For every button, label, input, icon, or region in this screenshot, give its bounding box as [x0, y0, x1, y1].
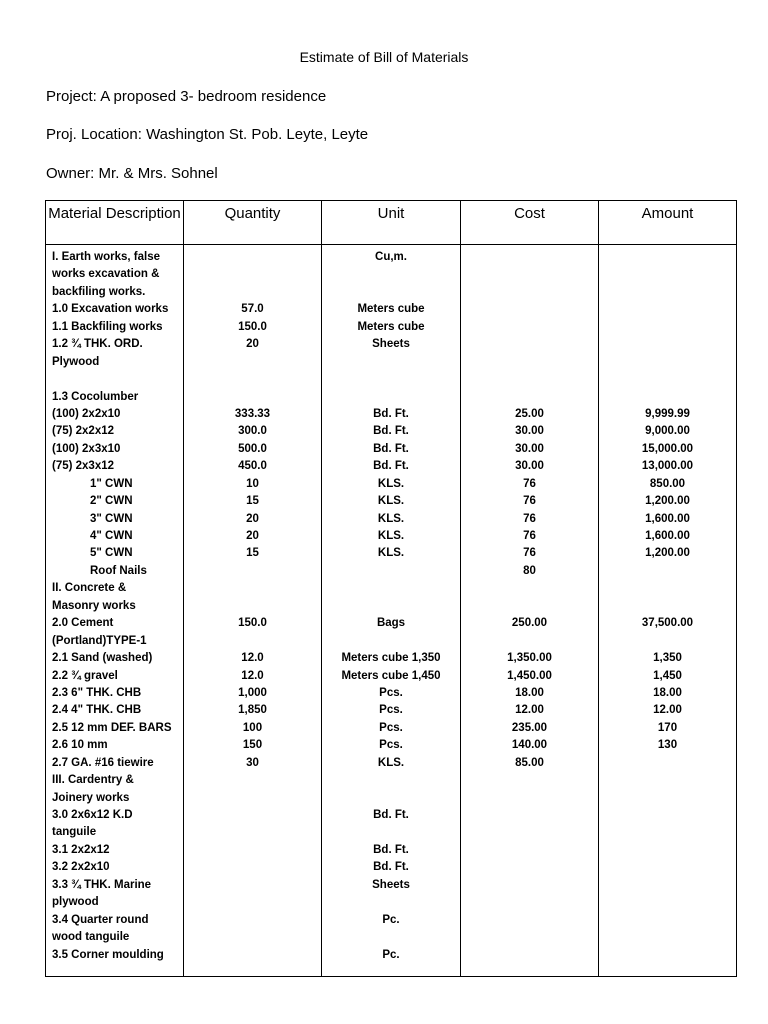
amount-cell: 1,200.00	[645, 495, 690, 508]
unit-cell: Meters cube 1,450	[341, 669, 441, 682]
description-line: 2" CWN	[90, 495, 133, 508]
amount-cell	[599, 354, 736, 371]
amount-cell	[599, 807, 736, 824]
quantity-cell: 12.0	[241, 669, 264, 682]
unit-cell: Sheets	[372, 338, 410, 351]
quantity-cell: 20	[246, 530, 259, 542]
description-line: 2.4 4" THK. CHB	[52, 704, 142, 717]
unit-cell: KLS.	[377, 495, 405, 508]
location-label: Proj. Location:	[46, 126, 142, 143]
description-line: 1.1 Backfiling works	[52, 320, 163, 333]
description-line: 3.4 Quarter round	[52, 913, 149, 926]
header-material-description: Material Description	[46, 201, 184, 245]
unit-cell	[322, 894, 460, 911]
amount-cell	[599, 389, 736, 406]
unit-cell	[322, 633, 460, 650]
cost-cell: 76	[523, 547, 536, 560]
unit-cell	[322, 790, 460, 807]
cost-cell: 85.00	[515, 756, 544, 769]
description-line: 3.1 2x2x12	[52, 843, 110, 856]
quantity-cell: 150.0	[238, 320, 267, 333]
header-cost: Cost	[461, 201, 599, 245]
amount-cell: 1,450	[653, 669, 682, 682]
unit-cell	[322, 389, 460, 406]
cost-cell	[461, 894, 598, 911]
cost-cell	[461, 266, 598, 283]
description-line: wood tanguile	[52, 931, 130, 944]
amount-cell: 13,000.00	[641, 460, 694, 473]
description-line: (75) 2x2x12	[52, 425, 115, 438]
quantity-cell	[184, 790, 321, 807]
quantity-cell: 333.33	[234, 407, 271, 420]
cost-cell: 30.00	[515, 460, 544, 473]
cost-cell	[461, 929, 598, 946]
cost-cell: 1,350.00	[507, 652, 552, 665]
description-line: works excavation &	[52, 268, 160, 281]
description-column	[46, 245, 184, 977]
quantity-cell	[184, 389, 321, 406]
header-unit: Unit	[322, 201, 461, 245]
quantity-cell: 12.0	[241, 652, 264, 665]
cost-cell	[461, 580, 598, 597]
quantity-cell	[184, 807, 321, 824]
amount-cell: 1,600.00	[645, 512, 690, 525]
amount-cell: 18.00	[653, 686, 682, 699]
cost-cell	[461, 598, 598, 615]
cost-cell	[461, 249, 598, 266]
unit-cell: KLS.	[377, 512, 405, 525]
quantity-cell	[184, 947, 321, 964]
cost-cell	[461, 301, 598, 318]
description-line: 3.2 2x2x10	[52, 861, 110, 874]
description-line: III. Cardentry &	[52, 774, 134, 787]
description-line: 1.0 Excavation works	[52, 303, 169, 316]
unit-cell	[322, 598, 460, 615]
cost-cell	[461, 859, 598, 876]
header-amount: Amount	[599, 201, 737, 245]
amount-cell: 850.00	[649, 477, 686, 490]
amount-cell: 170	[657, 721, 678, 734]
description-line: 4" CWN	[90, 530, 133, 542]
quantity-cell	[184, 580, 321, 597]
quantity-cell	[184, 598, 321, 615]
description-line: 3.3 ¾ THK. Marine	[52, 878, 152, 891]
unit-cell: Pcs.	[379, 704, 403, 717]
owner-value: Mr. & Mrs. Sohnel	[98, 165, 218, 182]
header-quantity: Quantity	[184, 201, 322, 245]
quantity-cell: 150	[242, 739, 263, 752]
description-line: 2.0 Cement	[52, 617, 114, 630]
location-value: Washington St. Pob. Leyte, Leyte	[146, 126, 369, 143]
description-line: Joinery works	[52, 791, 130, 804]
unit-cell	[322, 563, 460, 580]
quantity-cell	[184, 354, 321, 371]
cost-cell: 235.00	[511, 721, 548, 734]
cost-cell	[461, 354, 598, 371]
amount-cell	[599, 824, 736, 841]
description-line: Roof Nails	[90, 564, 147, 577]
quantity-cell: 30	[246, 756, 259, 769]
description-line: (Portland)TYPE-1	[52, 634, 147, 647]
quantity-cell	[184, 772, 321, 789]
description-line: 5" CWN	[90, 547, 133, 560]
description-line: 3.5 Corner moulding	[52, 948, 164, 961]
quantity-cell: 450.0	[238, 460, 267, 473]
cost-cell: 250.00	[511, 617, 548, 630]
amount-cell: 9,999.99	[645, 407, 690, 420]
unit-cell: Bags	[376, 617, 406, 630]
cost-cell	[461, 824, 598, 841]
cost-column	[461, 245, 599, 977]
unit-cell: KLS.	[377, 530, 405, 542]
cost-cell	[461, 389, 598, 406]
cost-cell	[461, 772, 598, 789]
unit-cell: Cu,m.	[375, 251, 407, 263]
quantity-column	[184, 245, 322, 977]
cost-cell	[461, 947, 598, 964]
cost-cell	[461, 912, 598, 929]
amount-cell: 1,200.00	[645, 547, 690, 560]
description-line: 2.1 Sand (washed)	[52, 652, 153, 665]
amount-cell	[599, 301, 736, 318]
cost-cell	[461, 633, 598, 650]
amount-cell	[599, 772, 736, 789]
cost-cell	[461, 807, 598, 824]
amount-cell	[599, 598, 736, 615]
quantity-cell	[184, 929, 321, 946]
amount-cell	[599, 249, 736, 266]
cost-cell: 30.00	[515, 425, 544, 438]
cost-cell: 30.00	[515, 442, 544, 455]
materials-table	[45, 200, 737, 977]
unit-cell: Meters cube 1,350	[341, 652, 441, 665]
description-line: plywood	[52, 896, 99, 909]
quantity-cell: 1,000	[238, 686, 267, 699]
amount-cell	[599, 790, 736, 807]
quantity-cell: 57.0	[241, 303, 264, 316]
unit-cell: Meters cube	[357, 320, 425, 333]
unit-cell	[322, 371, 460, 388]
quantity-cell: 10	[246, 477, 259, 490]
quantity-cell	[184, 284, 321, 301]
cost-cell	[461, 319, 598, 336]
description-line: II. Concrete &	[52, 582, 127, 595]
unit-cell	[322, 266, 460, 283]
cost-cell: 80	[523, 564, 536, 577]
cost-cell: 76	[523, 477, 536, 490]
amount-cell	[599, 284, 736, 301]
unit-cell: Bd. Ft.	[373, 861, 409, 874]
description-line: 2.7 GA. #16 tiewire	[52, 756, 154, 769]
description-line: 1.2 ¾ THK. ORD.	[52, 338, 143, 351]
amount-cell	[599, 947, 736, 964]
quantity-cell	[184, 563, 321, 580]
unit-cell: KLS.	[377, 547, 405, 560]
unit-cell	[322, 824, 460, 841]
cost-cell: 25.00	[515, 407, 544, 420]
amount-cell	[599, 371, 736, 388]
unit-cell: Pcs.	[379, 686, 403, 699]
amount-cell	[599, 877, 736, 894]
unit-cell: Bd. Ft.	[373, 442, 409, 455]
unit-cell: Bd. Ft.	[373, 425, 409, 438]
unit-cell: Bd. Ft.	[373, 809, 409, 821]
unit-cell: KLS.	[377, 756, 405, 769]
description-line: I. Earth works, false	[52, 251, 161, 263]
quantity-cell	[184, 912, 321, 929]
description-line: 2.3 6" THK. CHB	[52, 686, 142, 699]
amount-cell	[599, 842, 736, 859]
description-line: Plywood	[52, 355, 100, 368]
quantity-cell: 500.0	[238, 442, 267, 455]
description-line: Masonry works	[52, 599, 136, 612]
project-label: Project:	[46, 88, 97, 105]
description-line: (75) 2x3x12	[52, 460, 115, 473]
amount-cell: 1,600.00	[645, 530, 690, 542]
unit-cell: Pcs.	[379, 721, 403, 734]
quantity-cell: 20	[246, 512, 259, 525]
quantity-cell	[184, 894, 321, 911]
unit-column	[322, 245, 461, 977]
cost-cell	[461, 284, 598, 301]
unit-cell: Pc.	[382, 948, 400, 961]
amount-cell	[599, 319, 736, 336]
cost-cell: 1,450.00	[507, 669, 552, 682]
unit-cell: KLS.	[377, 477, 405, 490]
quantity-cell: 15	[246, 547, 259, 560]
description-line: (100) 2x3x10	[52, 442, 121, 455]
quantity-cell	[184, 859, 321, 876]
amount-cell: 15,000.00	[641, 442, 694, 455]
amount-cell	[599, 563, 736, 580]
amount-cell	[599, 859, 736, 876]
quantity-cell: 150.0	[238, 617, 267, 630]
description-line: tanguile	[52, 826, 97, 839]
quantity-cell: 300.0	[238, 425, 267, 438]
amount-cell: 1,350	[653, 652, 682, 665]
amount-cell	[599, 894, 736, 911]
project-value: A proposed 3- bedroom residence	[100, 88, 327, 105]
amount-cell	[599, 633, 736, 650]
quantity-cell: 20	[246, 338, 259, 351]
amount-cell	[599, 580, 736, 597]
description-line: 1.3 Cocolumber	[52, 390, 139, 403]
unit-cell	[322, 354, 460, 371]
unit-cell: Meters cube	[357, 303, 425, 316]
cost-cell	[461, 336, 598, 353]
description-line: 3.0 2x6x12 K.D	[52, 809, 133, 821]
unit-cell	[322, 772, 460, 789]
amount-cell	[599, 912, 736, 929]
amount-cell	[599, 266, 736, 283]
quantity-cell: 15	[246, 495, 259, 508]
unit-cell: Sheets	[372, 878, 410, 891]
cost-cell: 18.00	[515, 686, 544, 699]
page-title: Estimate of Bill of Materials	[299, 49, 469, 65]
quantity-cell: 100	[242, 721, 263, 734]
quantity-cell: 1,850	[238, 704, 267, 717]
amount-cell: 9,000.00	[645, 425, 690, 438]
table-header-row	[46, 201, 737, 245]
cost-cell	[461, 842, 598, 859]
table-body-row	[46, 245, 737, 977]
cost-cell: 140.00	[511, 739, 548, 752]
quantity-cell	[184, 249, 321, 266]
quantity-cell	[184, 633, 321, 650]
quantity-cell	[184, 266, 321, 283]
unit-cell	[322, 929, 460, 946]
quantity-cell	[184, 371, 321, 388]
amount-cell: 37,500.00	[641, 617, 694, 630]
description-line: 2.2 ¾ gravel	[52, 669, 118, 682]
project-line	[46, 88, 326, 105]
cost-cell: 76	[523, 495, 536, 508]
unit-cell: Pcs.	[379, 739, 403, 752]
quantity-cell	[184, 877, 321, 894]
description-line: 2.6 10 mm	[52, 739, 108, 752]
description-line: (100) 2x2x10	[52, 407, 121, 420]
amount-cell	[599, 336, 736, 353]
amount-cell: 130	[657, 739, 678, 752]
owner-label: Owner:	[46, 165, 95, 182]
unit-cell: Bd. Ft.	[373, 843, 409, 856]
unit-cell	[322, 580, 460, 597]
unit-cell: Bd. Ft.	[373, 460, 409, 473]
description-line: backfiling works.	[52, 285, 146, 298]
cost-cell	[461, 790, 598, 807]
description-line: 2.5 12 mm DEF. BARS	[52, 721, 172, 734]
cost-cell	[461, 371, 598, 388]
amount-cell	[599, 929, 736, 946]
unit-cell: Pc.	[382, 913, 400, 926]
quantity-cell	[184, 824, 321, 841]
location-line	[46, 126, 368, 143]
owner-line	[46, 165, 218, 182]
amount-cell: 12.00	[653, 704, 682, 717]
cost-cell: 76	[523, 530, 536, 542]
amount-cell	[599, 755, 736, 772]
description-line: 1" CWN	[90, 477, 133, 490]
unit-cell: Bd. Ft.	[373, 407, 409, 420]
unit-cell	[322, 284, 460, 301]
description-line	[46, 371, 183, 388]
description-line: 3" CWN	[90, 512, 133, 525]
amount-column	[599, 245, 737, 977]
cost-cell: 12.00	[515, 704, 544, 717]
cost-cell: 76	[523, 512, 536, 525]
cost-cell	[461, 877, 598, 894]
quantity-cell	[184, 842, 321, 859]
